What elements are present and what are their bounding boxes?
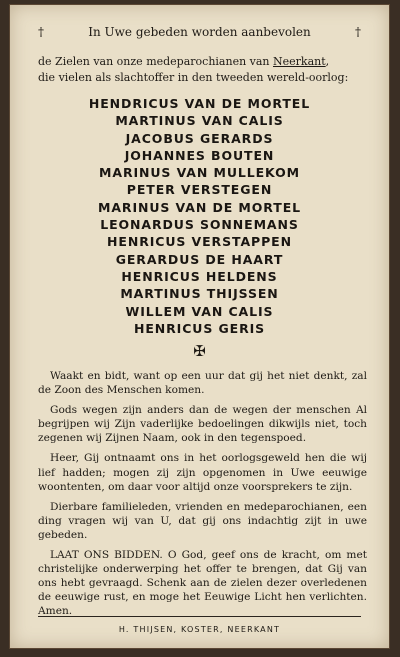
name-item: JOHANNES BOUTEN: [124, 147, 275, 163]
paragraph: Heer, Gij ontnaamt ons in het oorlogsgeweld hen die wij lief hadden; mogen zij zijn opgenomen in Uwe eeuwige woontenten, om daar voor altijd onze voorsprekers te zijn.: [38, 452, 367, 493]
cross-icon: ✠: [193, 342, 206, 360]
intro-text: [38, 54, 363, 86]
name-item: MARINUS VAN MULLEKOM: [99, 165, 300, 181]
names-list: [10, 95, 389, 337]
intro-line-2: die vielen als slachtoffer in den tweeden wereld-oorlog:: [38, 71, 349, 84]
name-item: HENDRICUS VAN DE MORTEL: [88, 96, 311, 111]
name-item: PETER VERSTEGEN: [126, 182, 273, 198]
name-item: WILLEM VAN CALIS: [125, 303, 274, 319]
name-item: JACOBUS GERARDS: [125, 130, 274, 146]
cross-icon-right: †: [355, 25, 361, 39]
name-item: HENRICUS HELDENS: [121, 268, 278, 284]
name-item: MARTINUS VAN CALIS: [115, 113, 284, 129]
cross-icon-left: †: [38, 25, 44, 39]
intro-line-1-prefix: de Zielen van onze medeparochianen van: [38, 55, 274, 68]
name-item: HENRICUS GERIS: [133, 320, 266, 336]
paragraph: Waakt en bidt, want op een uur dat gij het niet denkt, zal de Zoon des Menschen komen.: [38, 370, 367, 397]
intro-line-1: [38, 54, 363, 70]
name-item: LEONARDUS SONNEMANS: [100, 217, 299, 233]
intro-place-name: Neerkant: [273, 55, 326, 68]
footer-divider: [38, 616, 361, 617]
name-item: MARINUS VAN DE MORTEL: [98, 199, 301, 215]
memorial-card: [9, 4, 390, 649]
name-item: MARTINUS THIJSSEN: [120, 286, 279, 302]
intro-line-1-suffix: ,: [325, 55, 330, 68]
paragraph: Dierbare familieleden, vrienden en medeparochianen, een ding vragen wij van U, dat gij ons indachtig zijt in uwe gebeden.: [38, 500, 367, 541]
card-header: [10, 25, 389, 39]
prayer-text: [38, 369, 367, 625]
name-item: GERARDUS DE HAART: [115, 251, 284, 267]
printer-credit: H. THIJSEN, KOSTER, NEERKANT: [118, 625, 281, 634]
paragraph: Gods wegen zijn anders dan de wegen der menschen Al begrijpen wij Zijn vaderlijke bedoelingen dikwijls niet, toch zegenen wij Zijnen Naam, ook in den tegenspoed.: [38, 404, 367, 445]
paragraph: LAAT ONS BIDDEN. O God, geef ons de kracht, om met christelijke onderwerping het offer te brengen, dat Gij van ons hebt gevraagd. Schenk aan de zielen dezer overledenen de eeuwige rust, en moge het Eeuwige Licht hen verlichten. Amen.: [38, 549, 367, 618]
name-item: HENRICUS VERSTAPPEN: [107, 234, 292, 250]
header-text: In Uwe gebeden worden aanbevolen: [88, 25, 311, 39]
